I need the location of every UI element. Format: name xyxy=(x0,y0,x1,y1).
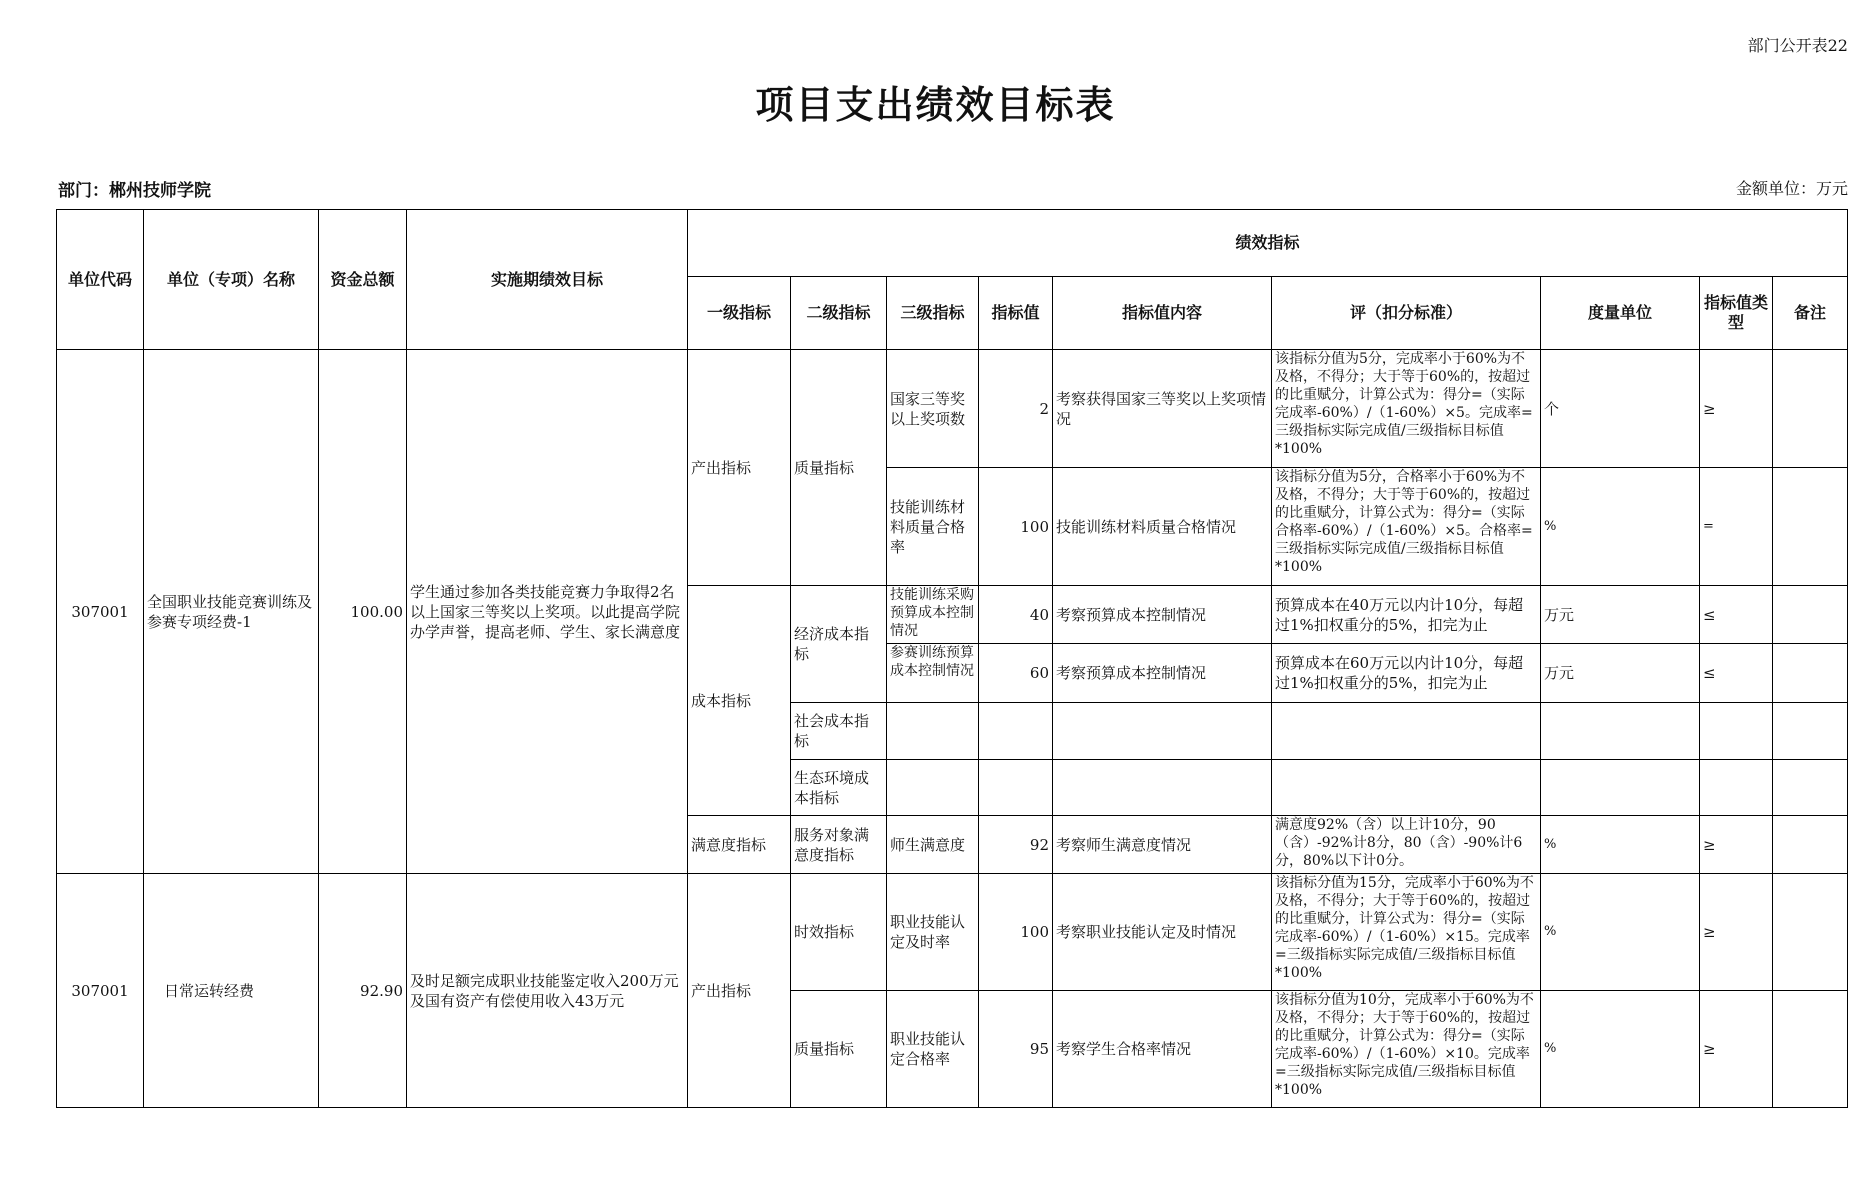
criteria-cell xyxy=(1272,703,1541,760)
value-cell: 2 xyxy=(979,350,1053,468)
value-type-cell: ≥ xyxy=(1700,874,1773,991)
value-type-cell: ≥ xyxy=(1700,991,1773,1108)
level3-cell: 国家三等奖以上奖项数 xyxy=(887,350,979,468)
unit-name-cell: 日常运转经费 xyxy=(144,874,319,1108)
remark-cell xyxy=(1773,991,1848,1108)
level3-cell xyxy=(887,644,979,703)
content-cell xyxy=(1053,703,1272,760)
level1-cell: 成本指标 xyxy=(688,586,791,816)
header-unit-name: 单位（专项）名称 xyxy=(144,210,319,350)
remark-cell xyxy=(1773,874,1848,991)
table-row xyxy=(57,350,1848,468)
remark-cell xyxy=(1773,644,1848,703)
criteria-text: 该指标分值为5分，完成率小于60%为不及格，不得分；大于等于60%的，按超过的比重赋分，计算公式为：得分=（实际完成率-60%）/（1-60%）×5。完成率=三级指标实际完成值/三级指标目标值*100% xyxy=(1275,351,1533,457)
remark-cell xyxy=(1773,350,1848,468)
header-goal: 实施期绩效目标 xyxy=(407,210,688,350)
department-label: 部门：郴州技师学院 xyxy=(58,181,211,201)
measure-unit-cell: 个 xyxy=(1541,350,1700,468)
level2-cell: 服务对象满意度指标 xyxy=(791,816,887,874)
performance-target-table xyxy=(56,209,1848,1108)
value-type-cell xyxy=(1700,760,1773,816)
level2-cell: 经济成本指标 xyxy=(791,586,887,703)
criteria-text: 该指标分值为5分，合格率小于60%为不及格，不得分；大于等于60%的，按超过的比重赋分，计算公式为：得分=（实际合格率-60%）/（1-60%）×5。合格率=三级指标实际完成值/三级指标目标值*100% xyxy=(1275,469,1533,575)
value-cell: 95 xyxy=(979,991,1053,1108)
level3-cell: 职业技能认定及时率 xyxy=(887,874,979,991)
criteria-text: 满意度92%（含）以上计10分，90（含）-92%计8分，80（含）-90%计6分，80%以下计0分。 xyxy=(1275,817,1523,869)
value-type-cell xyxy=(1700,703,1773,760)
table-row xyxy=(57,874,1848,991)
level3-cell xyxy=(887,703,979,760)
criteria-text: 该指标分值为15分，完成率小于60%为不及格，不得分；大于等于60%的，按超过的比重赋分，计算公式为：得分=（实际完成率-60%）/（1-60%）×15。完成率=三级指标实际完成值/三级指标目标值*100% xyxy=(1275,875,1534,981)
content-cell: 技能训练材料质量合格情况 xyxy=(1053,468,1272,586)
level2-cell: 时效指标 xyxy=(791,874,887,991)
header-unit-code: 单位代码 xyxy=(57,210,144,350)
measure-unit-cell: % xyxy=(1541,991,1700,1108)
measure-unit-cell: % xyxy=(1541,816,1700,874)
value-type-cell: = xyxy=(1700,468,1773,586)
remark-cell xyxy=(1773,703,1848,760)
value-type-cell: ≥ xyxy=(1700,350,1773,468)
level3-cell xyxy=(887,760,979,816)
value-cell: 100 xyxy=(979,468,1053,586)
content-cell: 考察职业技能认定及时情况 xyxy=(1053,874,1272,991)
value-cell: 40 xyxy=(979,586,1053,644)
remark-cell xyxy=(1773,816,1848,874)
measure-unit-cell: 万元 xyxy=(1541,644,1700,703)
goal-cell: 及时足额完成职业技能鉴定收入200万元及国有资产有偿使用收入43万元 xyxy=(407,874,688,1108)
remark-cell xyxy=(1773,760,1848,816)
measure-unit-cell: 万元 xyxy=(1541,586,1700,644)
header-value: 指标值 xyxy=(979,277,1053,350)
content-cell: 考察获得国家三等奖以上奖项情况 xyxy=(1053,350,1272,468)
table-number-label: 部门公开表22 xyxy=(1747,36,1848,55)
value-cell: 100 xyxy=(979,874,1053,991)
level3-cell xyxy=(887,586,979,644)
level3-cell: 技能训练材料质量合格率 xyxy=(887,468,979,586)
unit-name-cell: 全国职业技能竞赛训练及参赛专项经费-1 xyxy=(144,350,319,874)
header-level2: 二级指标 xyxy=(791,277,887,350)
level3-text: 技能训练采购预算成本控制情况 xyxy=(890,587,974,639)
header-level1: 一级指标 xyxy=(688,277,791,350)
header-remark: 备注 xyxy=(1773,277,1848,350)
level2-cell: 质量指标 xyxy=(791,991,887,1108)
header-content: 指标值内容 xyxy=(1053,277,1272,350)
page-title: 项目支出绩效目标表 xyxy=(755,83,1116,127)
header-level3: 三级指标 xyxy=(887,277,979,350)
criteria-cell: 预算成本在60万元以内计10分，每超过1%扣权重分的5%，扣完为止 xyxy=(1272,644,1541,703)
criteria-cell: 预算成本在40万元以内计10分，每超过1%扣权重分的5%，扣完为止 xyxy=(1272,586,1541,644)
criteria-text: 该指标分值为10分，完成率小于60%为不及格，不得分；大于等于60%的，按超过的比重赋分，计算公式为：得分=（实际完成率-60%）/（1-60%）×10。完成率=三级指标实际完成值/三级指标目标值*100% xyxy=(1275,992,1534,1098)
goal-cell: 学生通过参加各类技能竞赛力争取得2名以上国家三等奖以上奖项。以此提高学院办学声誉，提高老师、学生、家长满意度 xyxy=(407,350,688,874)
value-type-cell: ≤ xyxy=(1700,586,1773,644)
value-cell: 60 xyxy=(979,644,1053,703)
header-indicators: 绩效指标 xyxy=(688,210,1848,277)
unit-code-cell: 307001 xyxy=(57,874,144,1108)
criteria-cell xyxy=(1272,760,1541,816)
level1-cell: 满意度指标 xyxy=(688,816,791,874)
level2-cell: 生态环境成本指标 xyxy=(791,760,887,816)
level2-cell: 质量指标 xyxy=(791,350,887,586)
header-measure-unit: 度量单位 xyxy=(1541,277,1700,350)
level2-cell: 社会成本指标 xyxy=(791,703,887,760)
content-cell: 考察预算成本控制情况 xyxy=(1053,586,1272,644)
value-cell: 92 xyxy=(979,816,1053,874)
level3-cell: 师生满意度 xyxy=(887,816,979,874)
value-cell xyxy=(979,703,1053,760)
content-cell: 考察师生满意度情况 xyxy=(1053,816,1272,874)
header-criteria: 评（扣分标准） xyxy=(1272,277,1541,350)
measure-unit-cell: % xyxy=(1541,874,1700,991)
criteria-cell xyxy=(1272,468,1541,586)
amount-unit-label: 金额单位：万元 xyxy=(1735,179,1848,198)
header-value-type: 指标值类型 xyxy=(1700,277,1773,350)
criteria-cell xyxy=(1272,816,1541,874)
level3-text: 参赛训练预算成本控制情况 xyxy=(890,645,974,679)
remark-cell xyxy=(1773,586,1848,644)
value-cell xyxy=(979,760,1053,816)
criteria-cell xyxy=(1272,874,1541,991)
measure-unit-cell: % xyxy=(1541,468,1700,586)
header-total-funds: 资金总额 xyxy=(319,210,407,350)
amount-cell: 100.00 xyxy=(319,350,407,874)
level3-cell: 职业技能认定合格率 xyxy=(887,991,979,1108)
content-cell: 考察学生合格率情况 xyxy=(1053,991,1272,1108)
criteria-cell xyxy=(1272,350,1541,468)
measure-unit-cell xyxy=(1541,703,1700,760)
remark-cell xyxy=(1773,468,1848,586)
content-cell xyxy=(1053,760,1272,816)
value-type-cell: ≤ xyxy=(1700,644,1773,703)
value-type-cell: ≥ xyxy=(1700,816,1773,874)
content-cell: 考察预算成本控制情况 xyxy=(1053,644,1272,703)
criteria-cell xyxy=(1272,991,1541,1108)
unit-code-cell: 307001 xyxy=(57,350,144,874)
measure-unit-cell xyxy=(1541,760,1700,816)
level1-cell: 产出指标 xyxy=(688,350,791,586)
amount-cell: 92.90 xyxy=(319,874,407,1108)
level1-cell: 产出指标 xyxy=(688,874,791,1108)
